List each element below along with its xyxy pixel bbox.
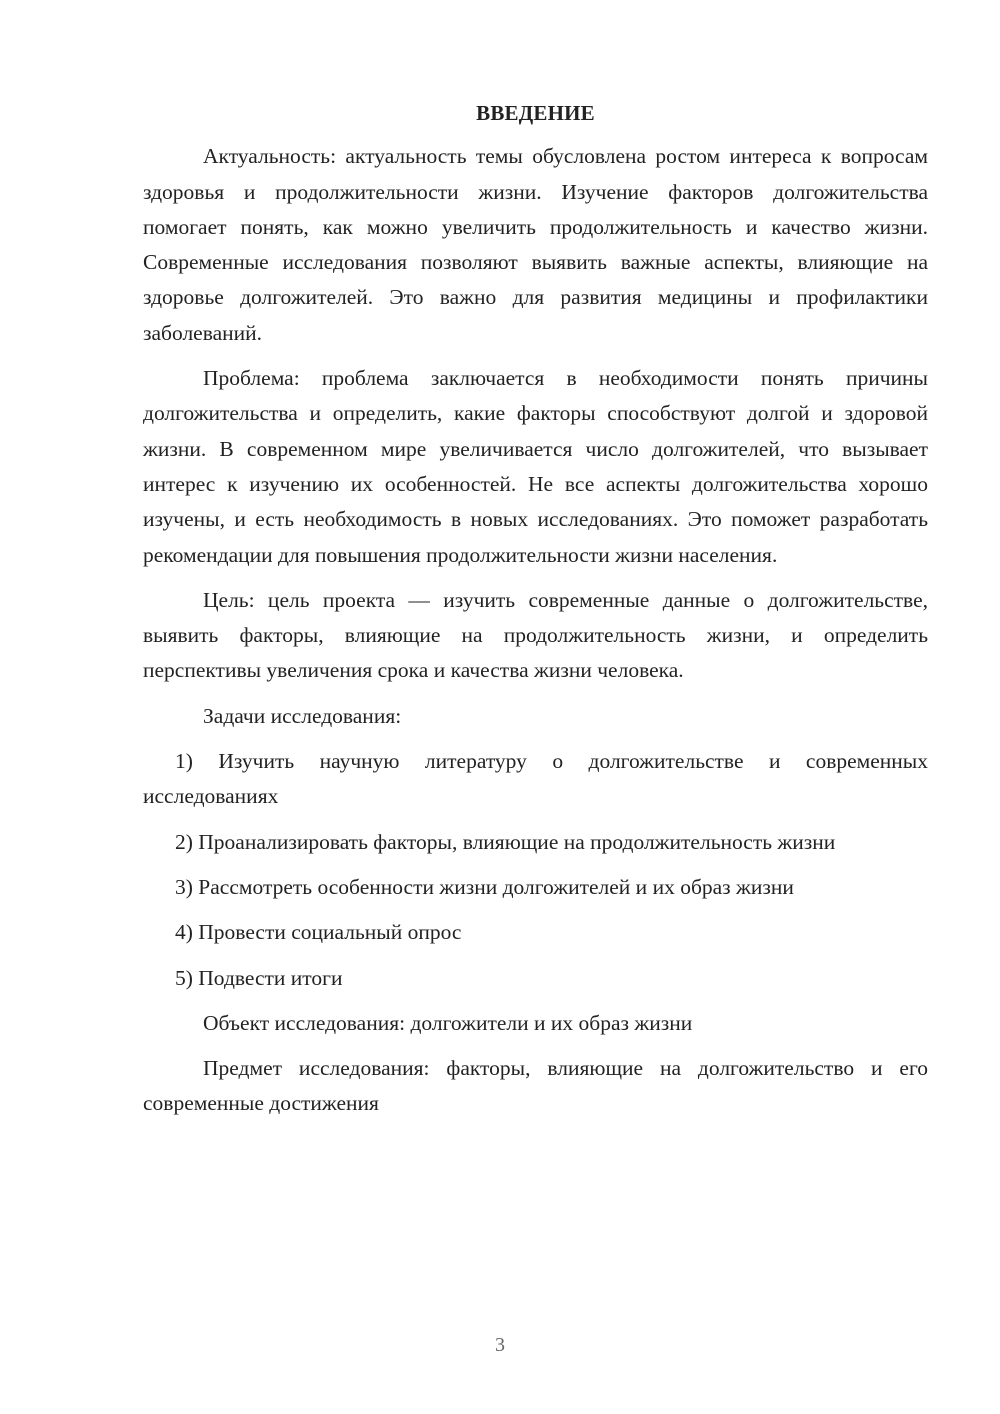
research-subject: Предмет исследования: факторы, влияющие на долгожительство и его современные достижения [143,1056,928,1116]
task-item: 3) Рассмотреть особенности жизни долгожителей и их образ жизни [175,874,794,899]
goal-paragraph: Цель: цель проекта — изучить современные данные о долгожительстве, выявить факторы, влияющие на продолжительность жизни, и определить перспективы увеличения срока и качества жизни человека. [143,587,928,683]
page-heading: ВВЕДЕНИЕ [476,101,595,125]
task-item: 5) Подвести итоги [175,965,343,990]
problem-paragraph: Проблема: проблема заключается в необходимости понять причины долгожительства и определить, какие факторы способствуют долгой и здоровой жизни. В современном мире увеличивается число долгожителей, что вызывает интерес к изучению их особенностей. Не все аспекты долгожительства хорошо изучены, и есть необходимость в новых исследованиях. Это поможет разработать рекомендации для повышения продолжительности жизни населения. [143,366,928,567]
research-object: Объект исследования: долгожители и их образ жизни [203,1010,693,1035]
task-item: 1) Изучить научную литературу о долгожительстве и современных исследованиях [143,749,928,809]
tasks-list [143,744,928,996]
task-item: 2) Проанализировать факторы, влияющие на продолжительность жизни [175,829,836,854]
page-content [143,96,928,1132]
relevance-paragraph: Актуальность: актуальность темы обусловлена ростом интереса к вопросам здоровья и продолжительности жизни. Изучение факторов долгожительства помогает понять, как можно увеличить продолжительность и качество жизни. Современные исследования позволяют выявить важные аспекты, влияющие на здоровье долгожителей. Это важно для развития медицины и профилактики заболеваний. [143,144,928,345]
page-number: 3 [495,1334,505,1356]
task-item: 4) Провести социальный опрос [175,920,462,945]
tasks-title: Задачи исследования: [203,703,402,728]
